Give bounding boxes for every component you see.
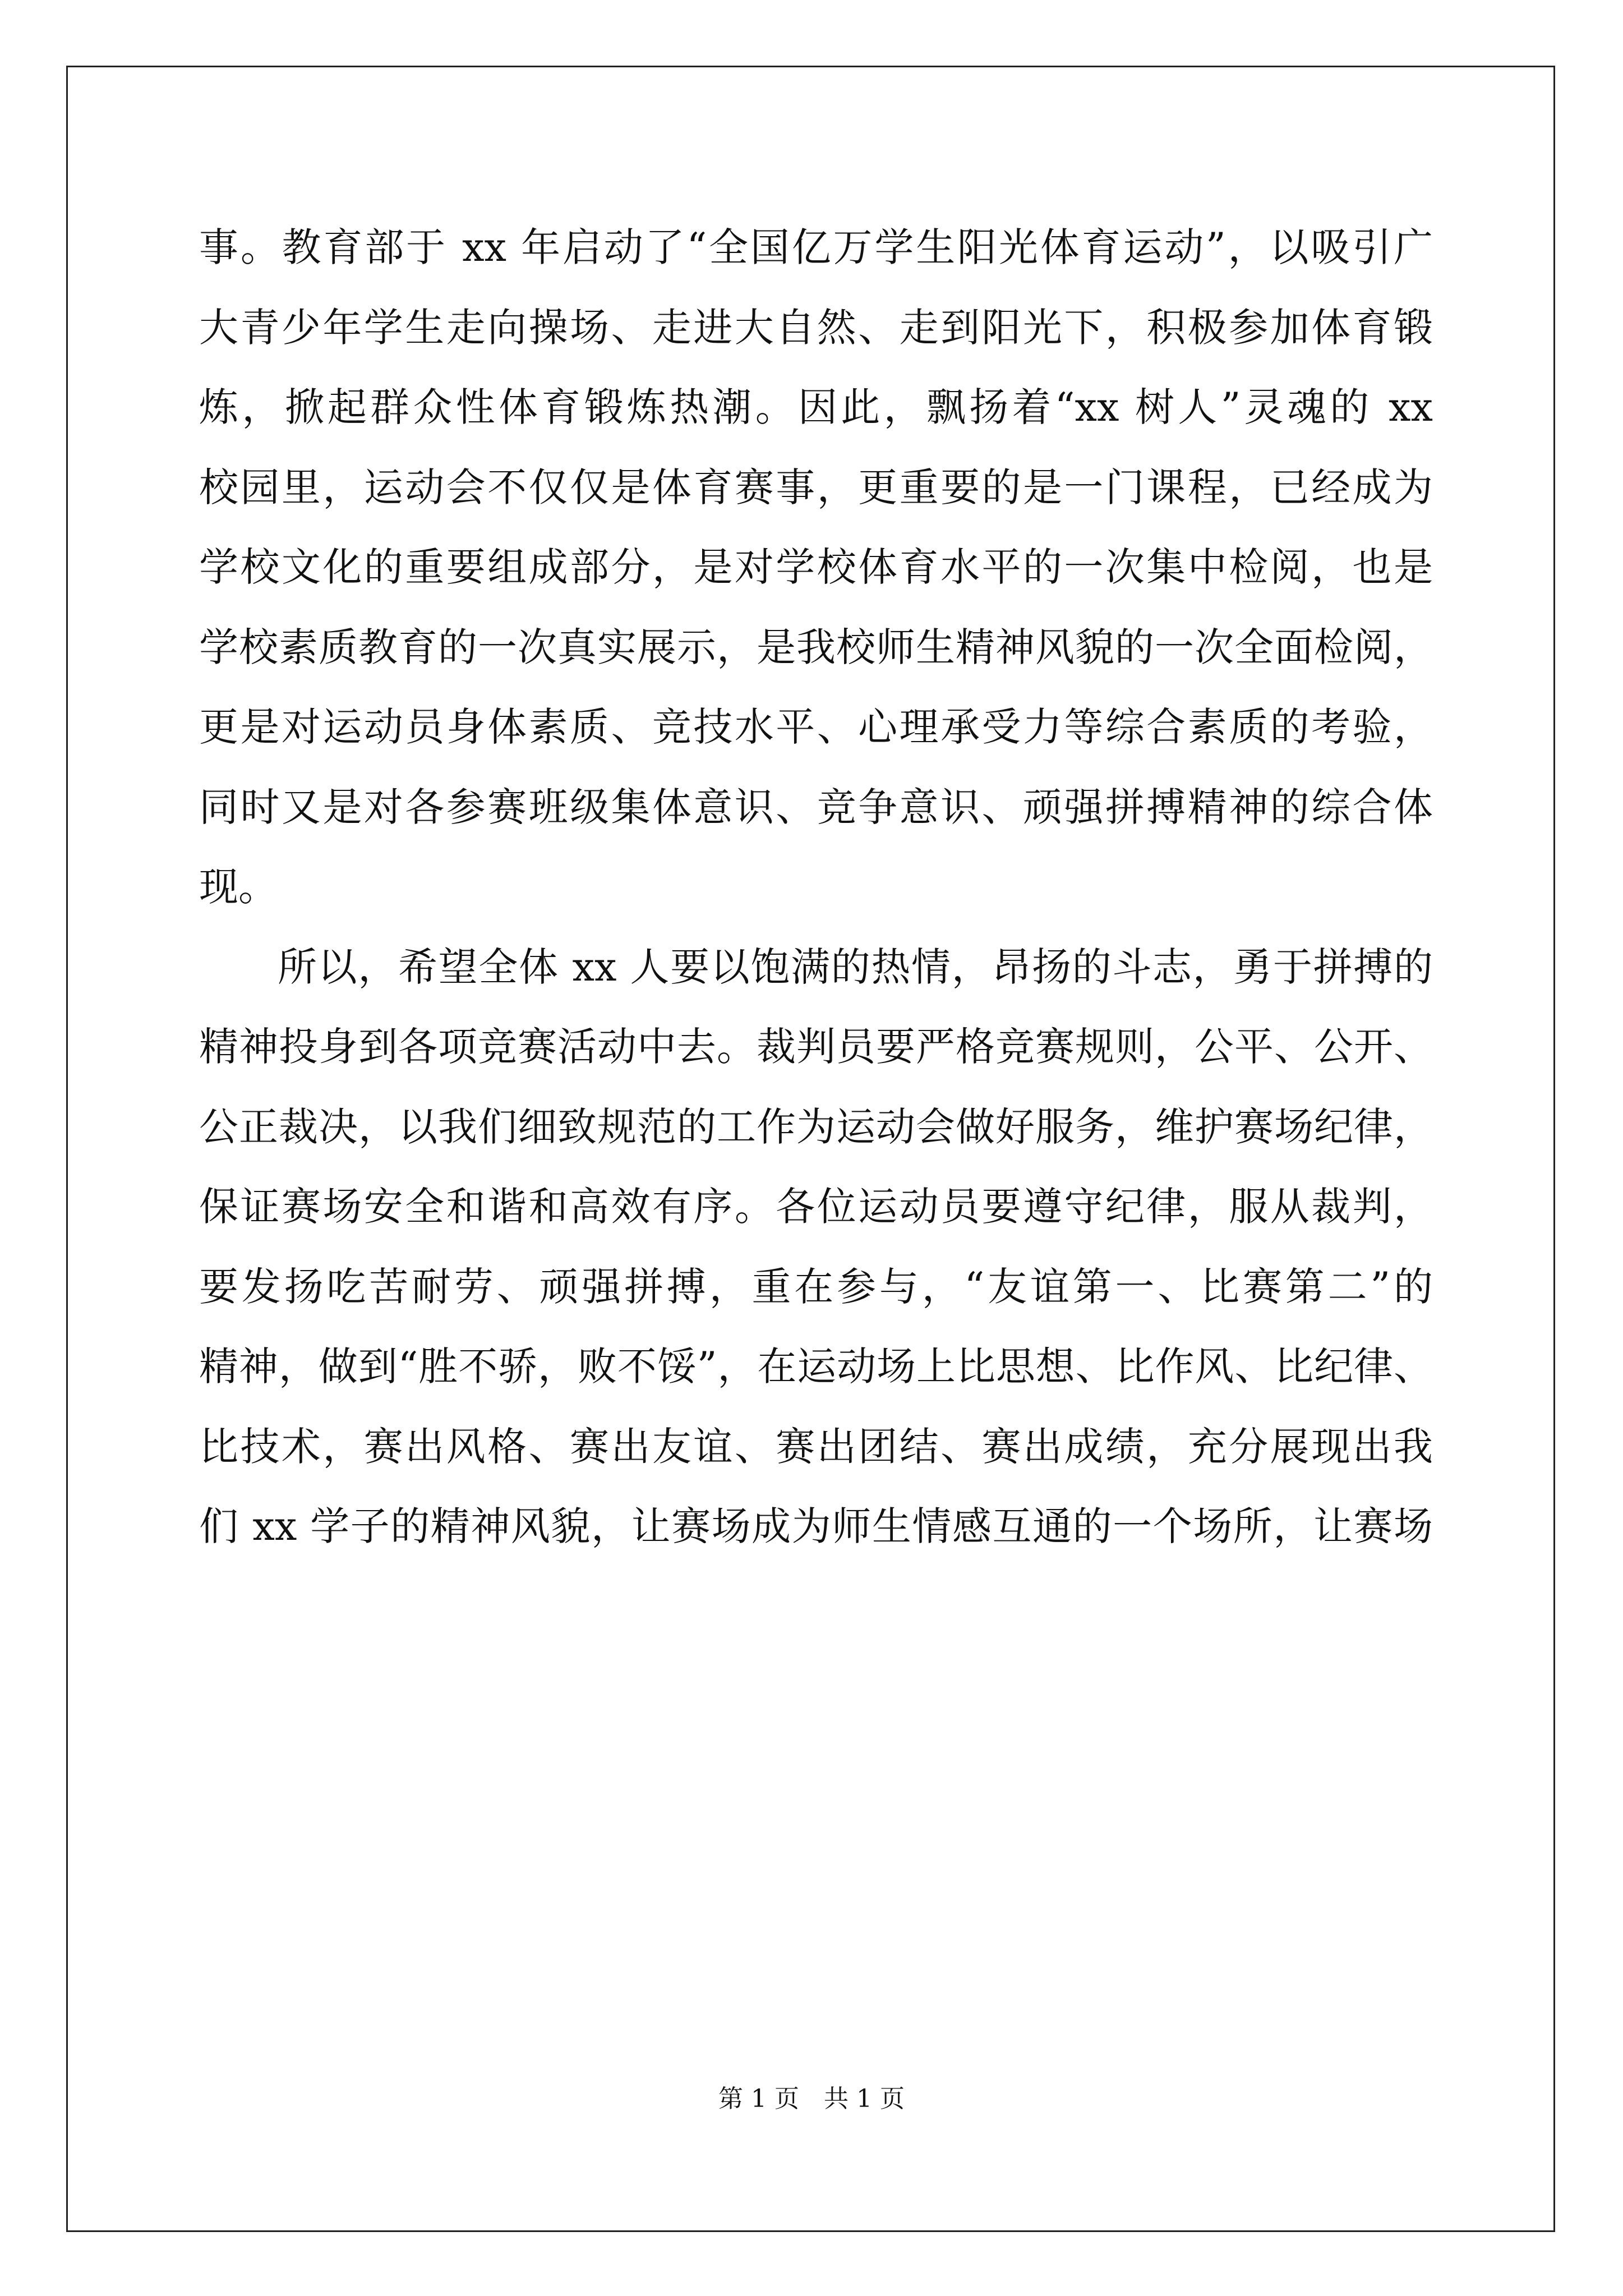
text-line: 精神投身到各项竞赛活动中去。裁判员要严格竞赛规则，公平、公开、 (199, 1024, 1433, 1070)
text-line: 保证赛场安全和谐和高效有序。各位运动员要遵守纪律，服从裁判， (199, 1184, 1433, 1230)
text-line: 精神，做到“胜不骄，败不馁”，在运动场上比思想、比作风、比纪律、 (199, 1343, 1433, 1389)
text-line: 公正裁决，以我们细致规范的工作为运动会做好服务，维护赛场纪律， (199, 1103, 1433, 1150)
text-line: 现。 (199, 864, 278, 910)
text-line: 要发扬吃苦耐劳、顽强拼搏，重在参与，“友谊第一、比赛第二”的 (199, 1263, 1433, 1310)
document-body (199, 208, 1433, 1567)
text-line: 们 xx 学子的精神风貌，让赛场成为师生情感互通的一个场所，让赛场 (199, 1503, 1433, 1549)
text-line: 更是对运动员身体素质、竞技水平、心理承受力等综合素质的考验， (199, 704, 1433, 750)
page-footer: 第 1 页 共 1 页 (718, 2085, 905, 2113)
text-line: 所以，希望全体 xx 人要以饱满的热情，昂扬的斗志，勇于拼搏的 (278, 944, 1433, 990)
text-line: 炼，掀起群众性体育锻炼热潮。因此，飘扬着“xx 树人”灵魂的 xx (199, 384, 1433, 430)
text-line: 事。教育部于 xx 年启动了“全国亿万学生阳光体育运动”，以吸引广 (199, 224, 1433, 270)
text-line: 学校文化的重要组成部分，是对学校体育水平的一次集中检阅，也是 (199, 544, 1433, 590)
text-line: 校园里，运动会不仅仅是体育赛事，更重要的是一门课程，已经成为 (199, 464, 1433, 510)
text-line: 比技术，赛出风格、赛出友谊、赛出团结、赛出成绩，充分展现出我 (199, 1423, 1433, 1470)
text-line: 同时又是对各参赛班级集体意识、竞争意识、顽强拼搏精神的综合体 (199, 784, 1433, 830)
text-line: 大青少年学生走向操场、走进大自然、走到阳光下，积极参加体育锻 (199, 304, 1433, 351)
text-line: 学校素质教育的一次真实展示，是我校师生精神风貌的一次全面检阅， (199, 624, 1433, 670)
